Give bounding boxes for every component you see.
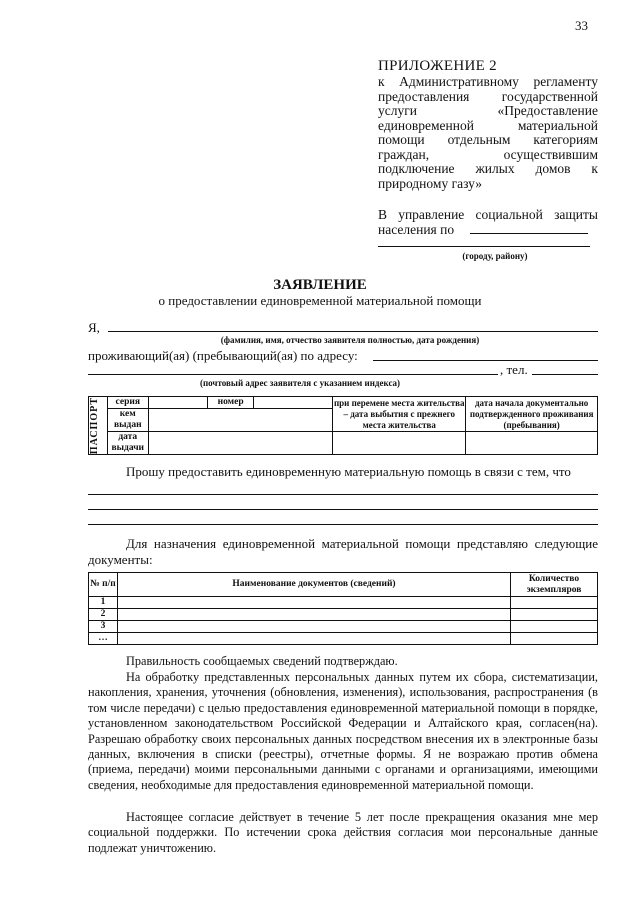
col-num-header: № п/п [89, 573, 118, 597]
residing-label: проживающий(ая) (пребывающий(ая) по адресу: [88, 348, 358, 363]
row-name-cell[interactable] [118, 633, 511, 645]
row-name-cell[interactable] [118, 621, 511, 633]
row-count-cell[interactable] [511, 609, 598, 621]
district-caption: (городу, району) [462, 251, 528, 261]
address-line-1[interactable] [373, 360, 598, 361]
i-label: Я, [88, 320, 100, 335]
tel-line[interactable] [532, 374, 598, 375]
series-value[interactable] [148, 397, 208, 409]
row-num: … [89, 633, 118, 645]
issue-date-label: дата выдачи [107, 432, 148, 455]
tel-label: , тел. [500, 362, 528, 377]
passport-vertical-label: ПАСПОРТ [89, 397, 100, 455]
series-label: серия [107, 397, 148, 409]
address-line-2[interactable] [88, 374, 498, 375]
row-count-cell[interactable] [511, 597, 598, 609]
number-label: номер [208, 397, 254, 409]
move-date-header: при перемене места жительства – дата выбытия с прежнего места жительства [333, 397, 466, 432]
row-num: 2 [89, 609, 118, 621]
col-name-header: Наименование документов (сведений) [118, 573, 511, 597]
col-count-header: Количество экземпляров [511, 573, 598, 597]
row-name-cell[interactable] [118, 609, 511, 621]
passport-vertical-cell [89, 397, 108, 455]
reason-line-3[interactable] [88, 524, 598, 525]
number-value[interactable] [253, 397, 332, 409]
reason-line-1[interactable] [88, 494, 598, 495]
row-num: 3 [89, 621, 118, 633]
documents-intro: Для назначения единовременной материальной помощи представляю следующие документы: [88, 536, 598, 567]
issued-by-value[interactable] [148, 409, 333, 432]
issued-by-label: кем выдан [107, 409, 148, 432]
documents-table [88, 572, 598, 645]
form-title: ЗАЯВЛЕНИЕ [273, 277, 367, 293]
confirmation-text: Правильность сообщаемых сведений подтверждаю. [126, 654, 398, 668]
name-caption: (фамилия, имя, отчество заявителя полностью, дата рождения) [220, 335, 480, 345]
district-line-2[interactable] [378, 246, 590, 247]
row-name-cell[interactable] [118, 597, 511, 609]
row-count-cell[interactable] [511, 633, 598, 645]
row-count-cell[interactable] [511, 621, 598, 633]
form-subtitle: о предоставлении единовременной материальной помощи [158, 293, 482, 308]
validity-text: Настоящее согласие действует в течение 5 лет после прекращения оказания мне мер социальной поддержки. По истечении срока действия согласия мои персональные данные подлежат уничтожению. [88, 810, 598, 855]
passport-table [88, 396, 598, 455]
address-caption: (почтовый адрес заявителя с указанием индекса) [199, 378, 401, 388]
consent-text: На обработку представленных персональных данных путем их сбора, систематизации, накопления, хранения, уточнения (обновления, изменения), использования, распространения (в том числе передачи) с целью предоставления единовременной материальной помощи в порядке, установленном законодательством Российской Федерации и Алтайского края, согласен(на). Разрешаю обработку своих персональных данных посредством внесения их в электронные базы данных, включения в списки (реестры), отчетные формы. Я не возражаю против обмена (приема, передачи) моими персональными данными с органами и организациями, имеющими сведения, необходимые для предоставления единовременной материальной помощи. [88, 670, 598, 792]
page-number: 33 [575, 18, 588, 33]
appendix-title: ПРИЛОЖЕНИЕ 2 [378, 58, 497, 74]
reason-line-2[interactable] [88, 509, 598, 510]
start-date-value[interactable] [466, 432, 598, 455]
addressee-text: В управление социальной защиты населения по [378, 207, 598, 237]
district-line[interactable] [470, 233, 588, 234]
appendix-text: к Административному регламенту предоставления государственной услуги «Предоставление единовременной материальной помощи отдельным категориям граждан, осуществившим подключение жилых домов к природному газу» [378, 74, 598, 191]
issue-date-value[interactable] [148, 432, 333, 455]
move-date-value[interactable] [333, 432, 466, 455]
start-date-header: дата начала документально подтвержденного проживания (пребывания) [466, 397, 598, 432]
name-line[interactable] [108, 331, 598, 332]
row-num: 1 [89, 597, 118, 609]
request-text: Прошу предоставить единовременную материальную помощь в связи с тем, что [126, 464, 571, 479]
